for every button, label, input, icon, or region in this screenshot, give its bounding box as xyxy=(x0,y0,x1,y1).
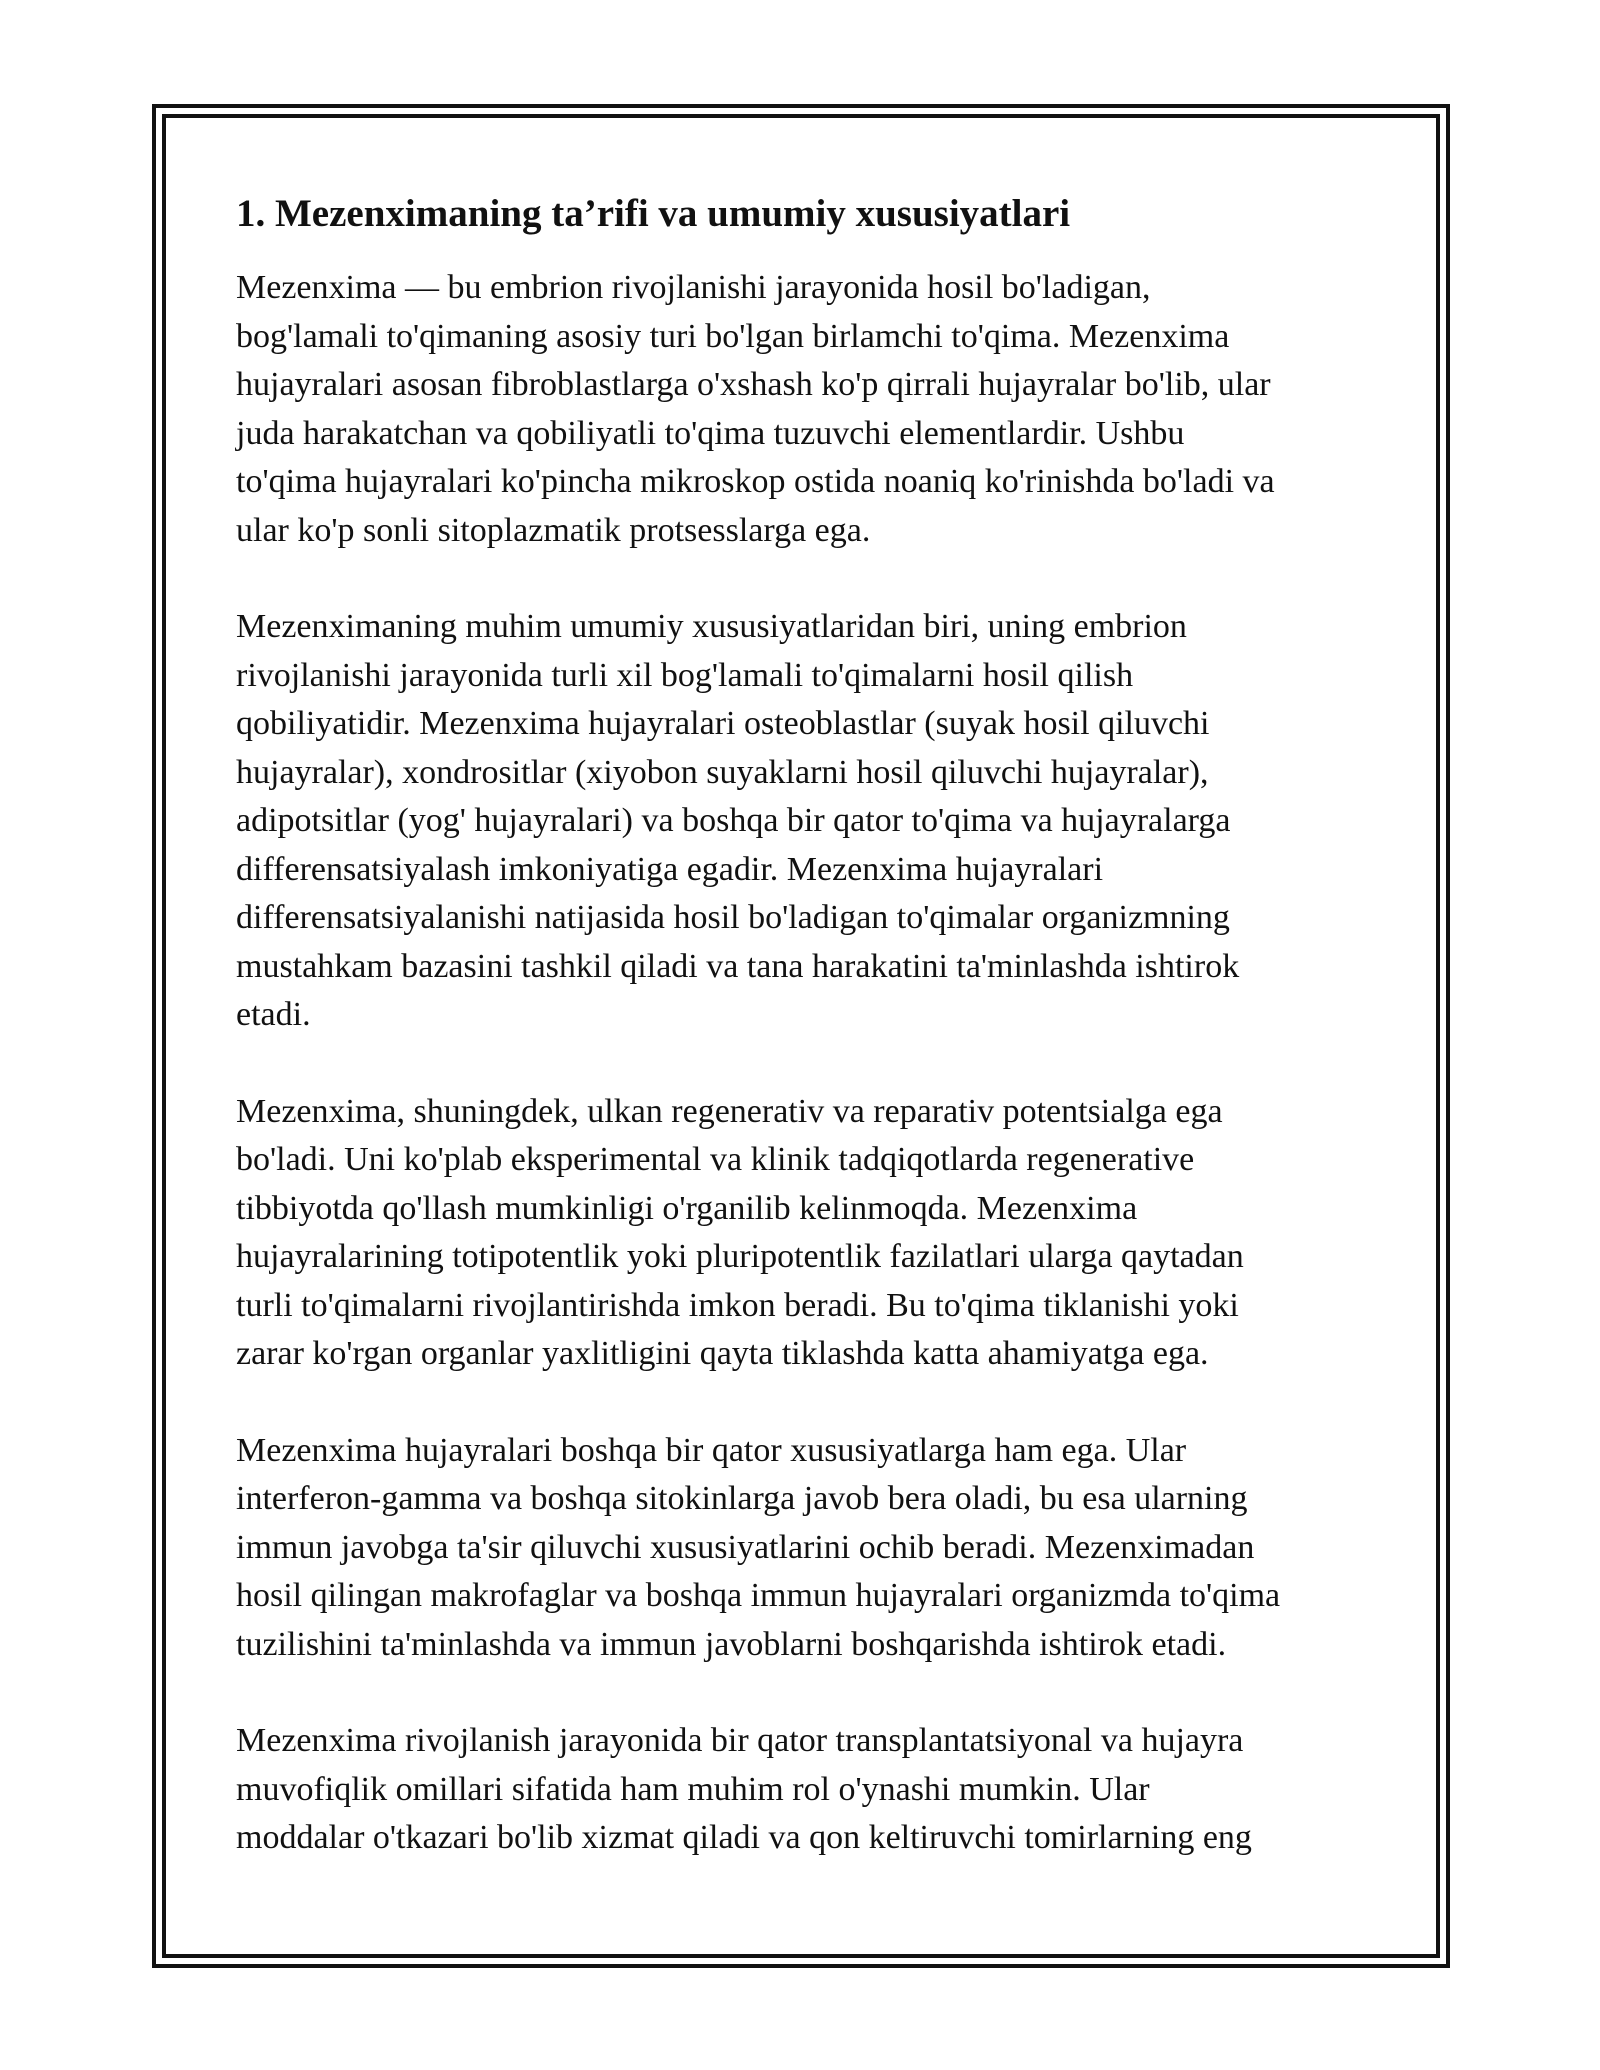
text-line: etadi. xyxy=(236,996,311,1033)
text-line: hujayralar), xondrositlar (xiyobon suyaklarni hosil qiluvchi hujayralar), xyxy=(236,753,1209,791)
text-line: Mezenxima, shuningdek, ulkan regenerativ va reparativ potentsialga ega xyxy=(236,1092,1223,1130)
text-line: hujayralari asosan fibroblastlarga o'xshash ko'p qirrali hujayralar bo'lib, ular xyxy=(236,366,1271,403)
text-line: differensatsiyalanishi natijasida hosil bo'ladigan to'qimalar organizmning xyxy=(236,899,1230,936)
text-line: zarar ko'rgan organlar yaxlitligini qayta tiklashda katta ahamiyatga ega. xyxy=(236,1335,1209,1372)
text-line: to'qima hujayralari ko'pincha mikroskop ostida noaniq ko'rinishda bo'ladi va xyxy=(236,463,1275,500)
paragraph-2 xyxy=(236,603,1386,1040)
text-line: bog'lamali to'qimaning asosiy turi bo'lgan birlamchi to'qima. Mezenxima xyxy=(236,317,1230,355)
text-line: mustahkam bazasini tashkil qiladi va tana harakatini ta'minlashda ishtirok xyxy=(236,947,1240,985)
text-line: tibbiyotda qo'llash mumkinligi o'rganilib kelinmoqda. Mezenxima xyxy=(236,1189,1138,1227)
text-line: Mezenxima hujayralari boshqa bir qator xususiyatlarga ham ega. Ular xyxy=(236,1431,1187,1469)
document-body xyxy=(236,186,1386,1911)
text-line: turli to'qimalarni rivojlantirishda imkon beradi. Bu to'qima tiklanishi yoki xyxy=(236,1286,1239,1324)
text-line: juda harakatchan va qobiliyatli to'qima tuzuvchi elementlardir. Ushbu xyxy=(236,414,1185,452)
text-line: hosil qilingan makrofaglar va boshqa immun hujayralari organizmda to'qima xyxy=(236,1577,1281,1614)
text-line: immun javobga ta'sir qiluvchi xususiyatlarini ochib beradi. Mezenximadan xyxy=(236,1528,1255,1566)
text-line: interferon-gamma va boshqa sitokinlarga javob bera oladi, bu esa ularning xyxy=(236,1480,1248,1517)
text-line: qobiliyatidir. Mezenxima hujayralari osteoblastlar (suyak hosil qiluvchi xyxy=(236,705,1210,742)
section-heading: 1. Mezenximaning ta’rifi va umumiy xususiyatlari xyxy=(236,192,1071,235)
text-line: Mezenximaning muhim umumiy xususiyatlaridan biri, uning embrion xyxy=(236,608,1187,645)
paragraph-4 xyxy=(236,1427,1386,1670)
text-line: muvofiqlik omillari sifatida ham muhim rol o'ynashi mumkin. Ular xyxy=(236,1770,1150,1808)
text-line: ular ko'p sonli sitoplazmatik protsesslarga ega. xyxy=(236,511,871,549)
text-line: hujayralarining totipotentlik yoki pluripotentlik fazilatlari ularga qaytadan xyxy=(236,1238,1244,1275)
text-line: moddalar o'tkazari bo'lib xizmat qiladi va qon keltiruvchi tomirlarning eng xyxy=(236,1819,1252,1856)
text-line: rivojlanishi jarayonida turli xil bog'lamali to'qimalarni hosil qilish xyxy=(236,656,1134,694)
text-line: bo'ladi. Uni ko'plab eksperimental va klinik tadqiqotlarda regenerative xyxy=(236,1141,1195,1178)
paragraph-1 xyxy=(236,264,1386,555)
text-line: adipotsitlar (yog' hujayralari) va boshqa bir qator to'qima va hujayralarga xyxy=(236,802,1231,839)
text-line: differensatsiyalash imkoniyatiga egadir. Mezenxima hujayralari xyxy=(236,850,1104,888)
paragraph-3 xyxy=(236,1088,1386,1379)
text-line: tuzilishini ta'minlashda va immun javoblarni boshqarishda ishtirok etadi. xyxy=(236,1625,1227,1663)
text-line: Mezenxima — bu embrion rivojlanishi jarayonida hosil bo'ladigan, xyxy=(236,269,1151,306)
text-line: Mezenxima rivojlanish jarayonida bir qator transplantatsiyonal va hujayra xyxy=(236,1722,1244,1759)
paragraph-5 xyxy=(236,1717,1386,1863)
